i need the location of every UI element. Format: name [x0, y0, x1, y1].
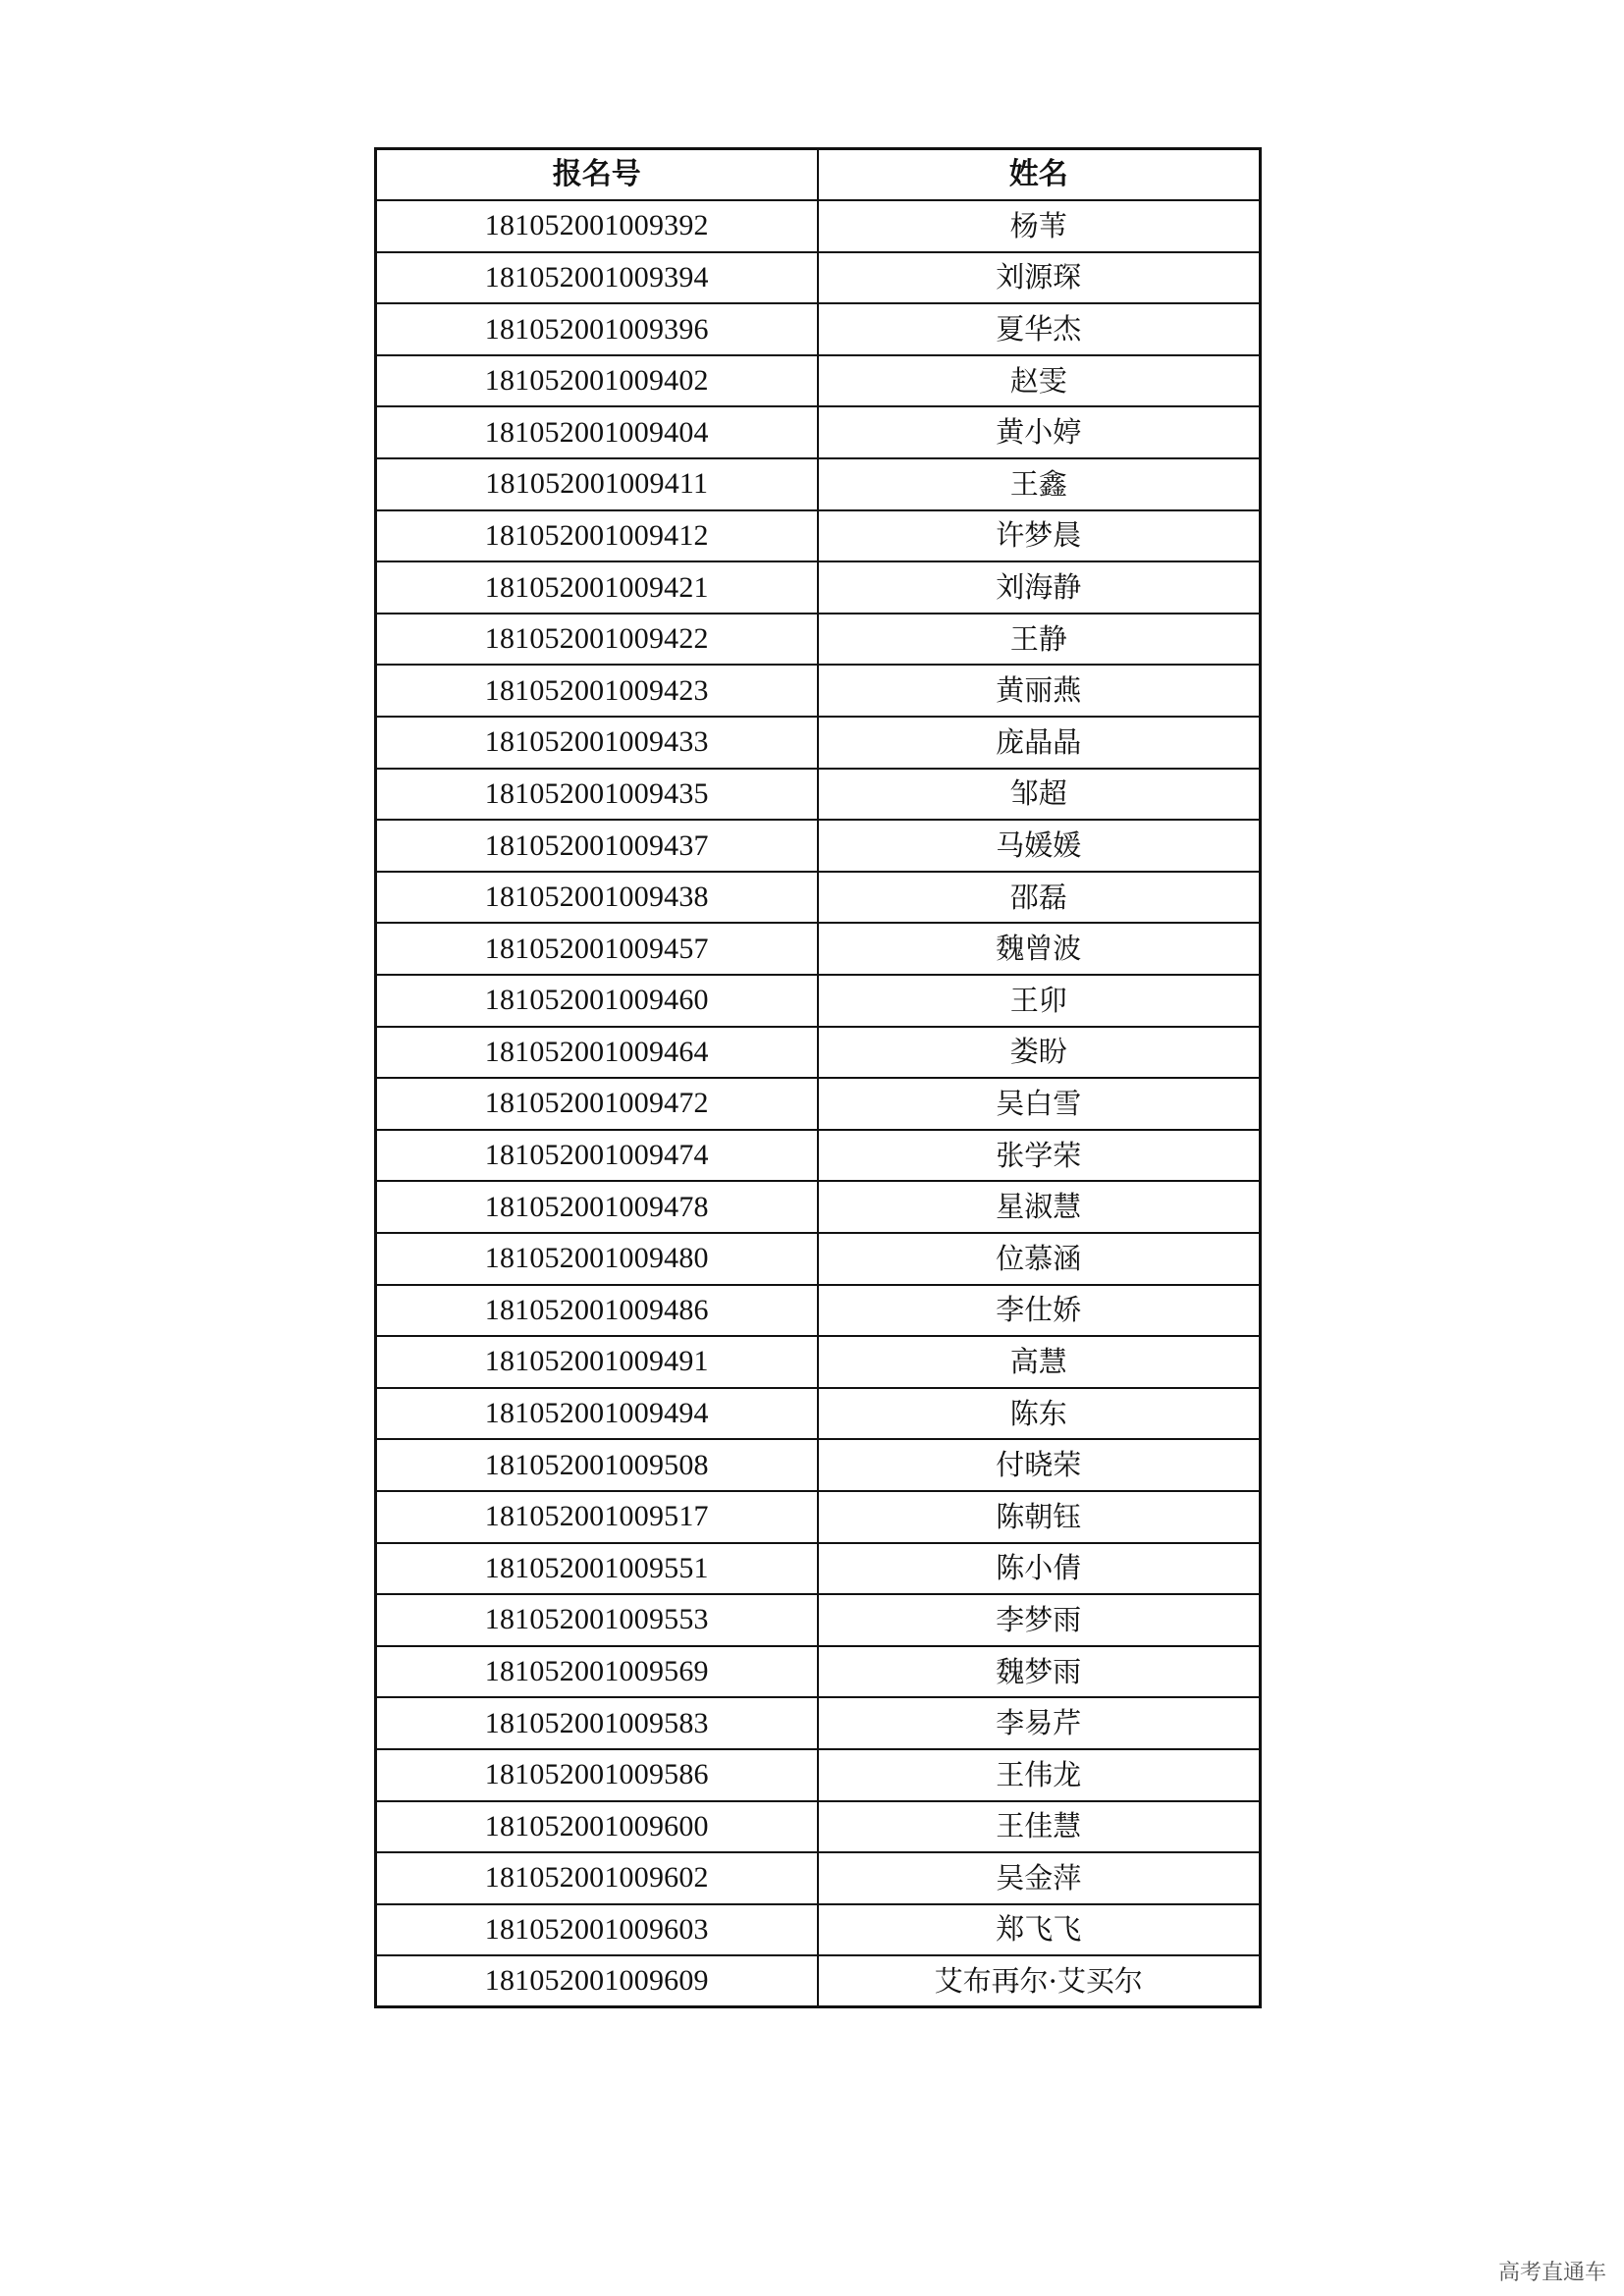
name-cell: 张学荣 [818, 1130, 1261, 1182]
registration-number-cell: 181052001009480 [376, 1233, 818, 1285]
table-row [376, 1078, 1261, 1130]
table-row [376, 1749, 1261, 1801]
name-cell: 赵雯 [818, 355, 1261, 407]
table-row [376, 1181, 1261, 1233]
table-row [376, 872, 1261, 924]
registration-number-cell: 181052001009600 [376, 1801, 818, 1853]
name-cell: 李易芹 [818, 1697, 1261, 1749]
name-cell: 高慧 [818, 1336, 1261, 1388]
name-cell: 付晓荣 [818, 1439, 1261, 1491]
table-row [376, 1027, 1261, 1079]
name-cell: 王静 [818, 614, 1261, 666]
name-cell: 娄盼 [818, 1027, 1261, 1079]
table-row [376, 1491, 1261, 1543]
table-row [376, 510, 1261, 562]
watermark: 高考直通车 [1497, 2261, 1606, 2285]
roster-body [376, 200, 1261, 2007]
table-row [376, 1594, 1261, 1646]
registration-number-cell: 181052001009491 [376, 1336, 818, 1388]
name-cell: 李梦雨 [818, 1594, 1261, 1646]
registration-number-cell: 181052001009583 [376, 1697, 818, 1749]
name-cell: 刘海静 [818, 561, 1261, 614]
table-row [376, 1646, 1261, 1698]
name-cell: 魏梦雨 [818, 1646, 1261, 1698]
registration-number-cell: 181052001009437 [376, 820, 818, 872]
registration-number-cell: 181052001009457 [376, 923, 818, 975]
name-cell: 黄丽燕 [818, 665, 1261, 717]
name-cell: 郑飞飞 [818, 1904, 1261, 1956]
name-cell: 陈朝钰 [818, 1491, 1261, 1543]
name-cell: 王佳慧 [818, 1801, 1261, 1853]
registration-number-cell: 181052001009422 [376, 614, 818, 666]
table-row [376, 717, 1261, 769]
name-cell: 夏华杰 [818, 303, 1261, 355]
name-cell: 黄小婷 [818, 406, 1261, 458]
registration-number-cell: 181052001009602 [376, 1852, 818, 1904]
table-row [376, 1336, 1261, 1388]
name-cell: 位慕涵 [818, 1233, 1261, 1285]
table-row [376, 1697, 1261, 1749]
name-cell: 杨苇 [818, 200, 1261, 252]
table-row [376, 1285, 1261, 1337]
table-row [376, 303, 1261, 355]
registration-number-cell: 181052001009421 [376, 561, 818, 614]
table-row [376, 1130, 1261, 1182]
name-cell: 星淑慧 [818, 1181, 1261, 1233]
table-row [376, 614, 1261, 666]
name-cell: 陈小倩 [818, 1543, 1261, 1595]
name-cell: 王卯 [818, 975, 1261, 1027]
registration-number-cell: 181052001009478 [376, 1181, 818, 1233]
table-row [376, 1852, 1261, 1904]
name-cell: 王鑫 [818, 458, 1261, 510]
registration-number-cell: 181052001009394 [376, 252, 818, 304]
name-cell: 艾布再尔·艾买尔 [818, 1955, 1261, 2007]
name-cell: 李仕娇 [818, 1285, 1261, 1337]
name-cell: 王伟龙 [818, 1749, 1261, 1801]
table-header-row [376, 149, 1261, 201]
name-cell: 许梦晨 [818, 510, 1261, 562]
registration-number-cell: 181052001009435 [376, 769, 818, 821]
name-cell: 马媛媛 [818, 820, 1261, 872]
column-header-id: 报名号 [376, 149, 818, 201]
table-row [376, 355, 1261, 407]
registration-number-cell: 181052001009433 [376, 717, 818, 769]
name-cell: 邹超 [818, 769, 1261, 821]
table-row [376, 923, 1261, 975]
table-row [376, 1439, 1261, 1491]
registration-number-cell: 181052001009411 [376, 458, 818, 510]
name-cell: 邵磊 [818, 872, 1261, 924]
roster-table [374, 147, 1262, 2008]
registration-number-cell: 181052001009464 [376, 1027, 818, 1079]
table-row [376, 1543, 1261, 1595]
table-row [376, 1801, 1261, 1853]
registration-number-cell: 181052001009412 [376, 510, 818, 562]
registration-number-cell: 181052001009569 [376, 1646, 818, 1698]
registration-number-cell: 181052001009402 [376, 355, 818, 407]
name-cell: 刘源琛 [818, 252, 1261, 304]
registration-number-cell: 181052001009392 [376, 200, 818, 252]
registration-number-cell: 181052001009553 [376, 1594, 818, 1646]
registration-number-cell: 181052001009609 [376, 1955, 818, 2007]
registration-number-cell: 181052001009474 [376, 1130, 818, 1182]
table-row [376, 975, 1261, 1027]
registration-number-cell: 181052001009517 [376, 1491, 818, 1543]
registration-number-cell: 181052001009494 [376, 1388, 818, 1440]
registration-number-cell: 181052001009508 [376, 1439, 818, 1491]
name-cell: 吴白雪 [818, 1078, 1261, 1130]
registration-number-cell: 181052001009603 [376, 1904, 818, 1956]
table-row [376, 1904, 1261, 1956]
registration-number-cell: 181052001009551 [376, 1543, 818, 1595]
name-cell: 吴金萍 [818, 1852, 1261, 1904]
table-row [376, 561, 1261, 614]
registration-number-cell: 181052001009460 [376, 975, 818, 1027]
registration-number-cell: 181052001009423 [376, 665, 818, 717]
table-row [376, 1233, 1261, 1285]
table-row [376, 665, 1261, 717]
name-cell: 庞晶晶 [818, 717, 1261, 769]
table-row [376, 1388, 1261, 1440]
name-cell: 魏曾波 [818, 923, 1261, 975]
registration-number-cell: 181052001009486 [376, 1285, 818, 1337]
table-row [376, 406, 1261, 458]
registration-number-cell: 181052001009586 [376, 1749, 818, 1801]
registration-number-cell: 181052001009396 [376, 303, 818, 355]
registration-number-cell: 181052001009472 [376, 1078, 818, 1130]
table-row [376, 252, 1261, 304]
column-header-name: 姓名 [818, 149, 1261, 201]
table-row [376, 200, 1261, 252]
name-cell: 陈东 [818, 1388, 1261, 1440]
registration-number-cell: 181052001009404 [376, 406, 818, 458]
table-row [376, 1955, 1261, 2007]
table-row [376, 458, 1261, 510]
registration-number-cell: 181052001009438 [376, 872, 818, 924]
table-row [376, 820, 1261, 872]
table-row [376, 769, 1261, 821]
